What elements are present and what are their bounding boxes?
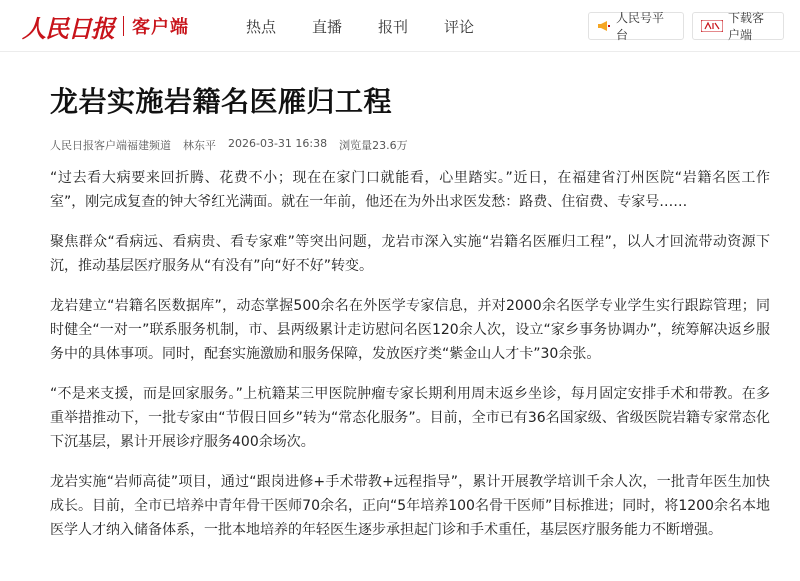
article-paragraph: 聚焦群众“看病远、看病贵、看专家难”等突出问题，龙岩市深入实施“岩籍名医雁归工程”，以人才回流带动资源下沉，推动基层医疗服务从“有没有”向“好不好”转变。 [50, 234, 770, 274]
article-title: 龙岩实施岩籍名医雁归工程 [50, 85, 393, 118]
site-logo[interactable] [22, 10, 189, 42]
logo-divider [123, 16, 124, 36]
nav-item-live[interactable]: 直播 [312, 17, 343, 36]
app-logo-icon [701, 20, 723, 32]
nav-item-comment[interactable]: 评论 [444, 17, 475, 36]
article-meta [50, 137, 770, 153]
article-paragraph: 龙岩实施“岩师高徒”项目，通过“跟岗进修+手术带教+远程指导”，累计开展教学培训千余人次，一批青年医生加快成长。目前，全市已培养中青年骨干医师70余名，正向“5年培养100名骨干医师”目标推进；同时，将1200余名本地医学人才纳入储备体系，一批本地培养的年轻医生逐步承担起门诊和手术重任，基层医疗服务能力不断增强。 [50, 474, 770, 538]
article-paragraph: “不是来支援，而是回家服务。”上杭籍某三甲医院肿瘤专家长期利用周末返乡坐诊，每月固定安排手术和带教。在多重举措推动下，一批专家由“节假日回乡”转为“常态化服务”。目前，全市已有36名国家级、省级医院岩籍专家常态化下沉基层，累计开展诊疗服务400余场次。 [50, 386, 770, 450]
download-label: 下载客户端 [728, 11, 765, 42]
peoples-account-platform-button[interactable] [588, 12, 684, 40]
article-views: 浏览量23.6万 [339, 139, 408, 152]
article-paragraph: “过去看大病要来回折腾、花费不小；现在在家门口就能看，心里踏实。”近日，在福建省汀州医院“岩籍名医工作室”，刚完成复查的钟大爷红光满面。就在一年前，他还在为外出求医发愁：路费、住宿费、专家号…… [50, 170, 770, 210]
nav-item-newspaper[interactable]: 报刊 [378, 17, 409, 36]
main-nav [246, 0, 510, 52]
platform-label: 人民号平台 [616, 11, 665, 42]
article [50, 82, 770, 558]
download-app-button[interactable] [692, 12, 784, 40]
nav-item-hot[interactable]: 热点 [246, 17, 277, 36]
logo-brand: 人民日报 [22, 13, 114, 43]
article-paragraph: 龙岩建立“岩籍名医数据库”，动态掌握500余名在外医学专家信息，并对2000余名医学专业学生实行跟踪管理；同时健全“一对一”联系服务机制，市、县两级累计走访慰问名医120余人次，设立“家乡事务协调办”，统筹解决返乡服务中的具体事项。同时，配套实施激励和服务保障，发放医疗类“紫金山人才卡”30余张。 [50, 298, 770, 362]
article-body [50, 166, 770, 542]
article-datetime: 2026-03-31 16:38 [228, 137, 328, 150]
logo-subtitle: 客户端 [132, 17, 189, 38]
megaphone-icon [597, 19, 611, 33]
article-source: 人民日报客户端福建频道 [50, 139, 171, 152]
article-author: 林东平 [183, 139, 216, 152]
top-header [0, 0, 800, 52]
